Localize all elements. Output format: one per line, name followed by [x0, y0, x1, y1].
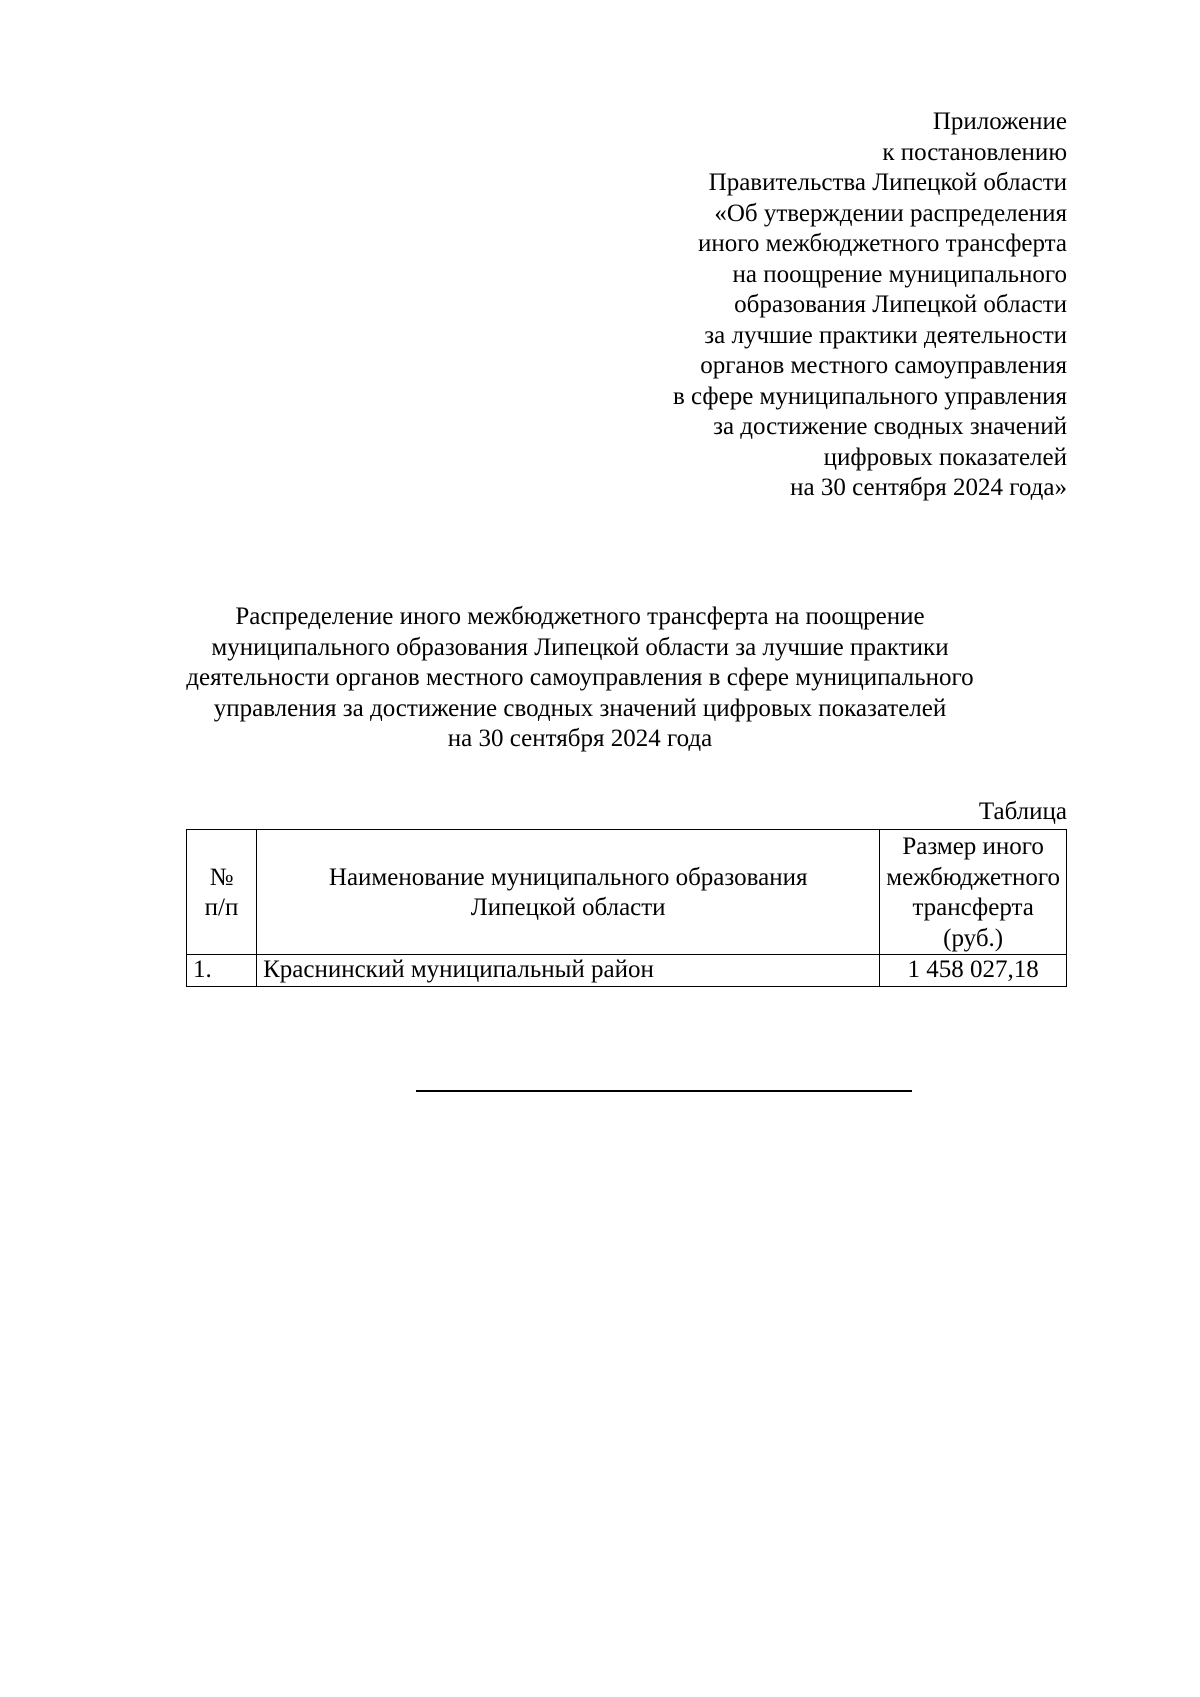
appendix-line: в сфере муниципального управления	[672, 382, 1067, 410]
document-end-line	[416, 1090, 912, 1092]
table-header-row	[187, 830, 1067, 955]
appendix-line: на 30 сентября 2024 года»	[790, 474, 1067, 501]
title-line: на 30 сентября 2024 года	[447, 725, 713, 752]
appendix-line: за лучшие практики деятельности	[704, 321, 1067, 349]
header-amount-line: Размер иного	[902, 833, 1044, 860]
header-num-line: п/п	[204, 894, 239, 921]
header-amount-line: межбюджетного	[886, 863, 1060, 891]
header-amount-line: (руб.)	[943, 924, 1004, 952]
header-amount-line: трансферта	[912, 894, 1034, 921]
appendix-line: иного межбюджетного трансферта	[698, 230, 1067, 257]
title-line: деятельности органов местного самоуправления в сфере муниципального	[186, 664, 974, 691]
document-title	[160, 602, 1000, 755]
appendix-line: за достижение сводных значений	[713, 413, 1067, 440]
appendix-line: на поощрение муниципального	[732, 260, 1067, 288]
appendix-line: органов местного самоуправления	[700, 352, 1067, 379]
row-name: Краснинский муниципальный район	[257, 955, 880, 987]
table-row	[187, 955, 1067, 987]
header-num-line: №	[209, 863, 234, 891]
row-num: 1.	[187, 955, 257, 987]
title-line: муниципального образования Липецкой области за лучшие практики	[211, 633, 949, 661]
distribution-table	[186, 829, 1067, 987]
appendix-block	[547, 107, 1067, 504]
appendix-line: цифровых показателей	[823, 443, 1067, 471]
appendix-line: «Об утверждении распределения	[714, 199, 1067, 227]
header-name	[257, 830, 880, 955]
header-name-line: Липецкой области	[470, 894, 666, 921]
table-caption: Таблица	[978, 798, 1067, 825]
appendix-line: к постановлению	[882, 138, 1067, 166]
header-amount	[880, 830, 1067, 955]
header-num	[187, 830, 257, 955]
header-name-line: Наименование муниципального образования	[328, 863, 808, 891]
title-line: Распределение иного межбюджетного трансферта на поощрение	[235, 603, 925, 630]
appendix-line: Правительства Липецкой области	[708, 169, 1067, 196]
row-amount: 1 458 027,18	[880, 955, 1067, 987]
appendix-line: Приложение	[932, 108, 1067, 135]
appendix-line: образования Липецкой области	[734, 291, 1067, 318]
title-line: управления за достижение сводных значений цифровых показателей	[213, 694, 947, 722]
